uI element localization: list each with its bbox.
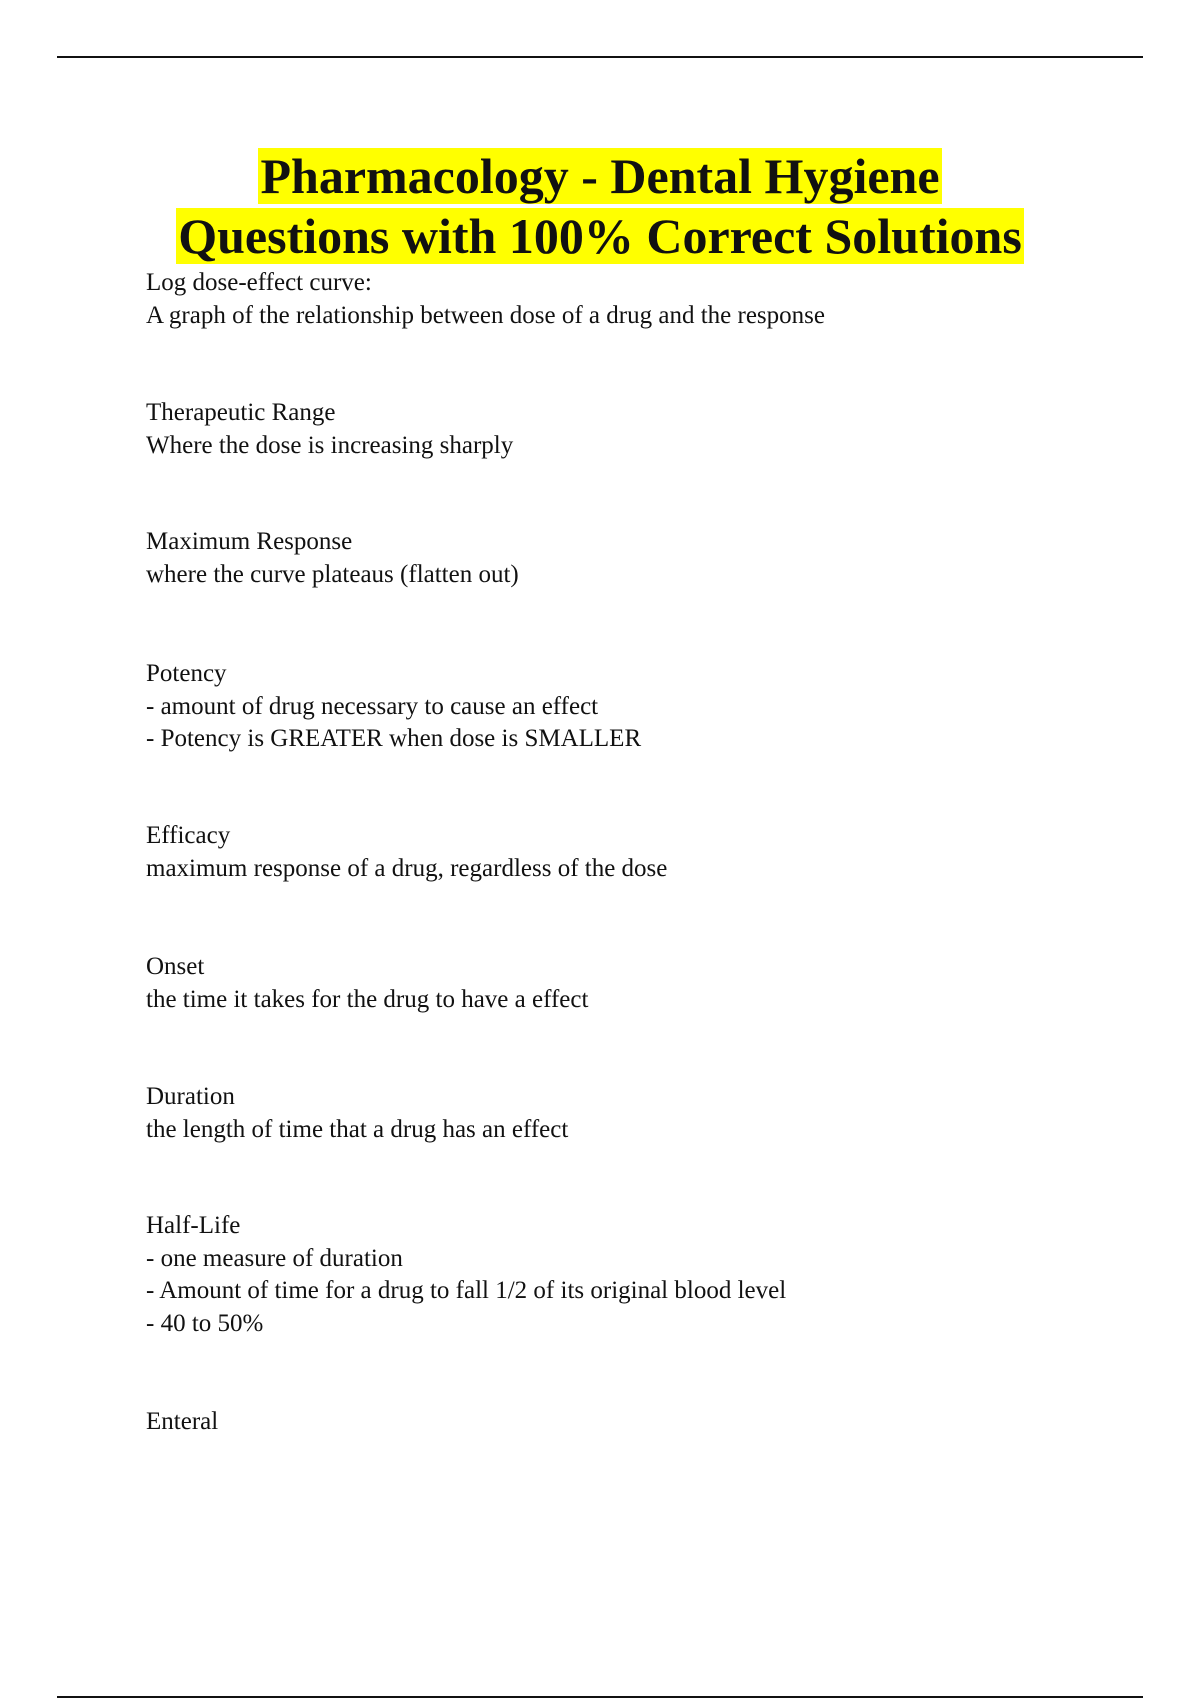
- entry-definition-line: the time it takes for the drug to have a effect: [146, 985, 589, 1013]
- bottom-rule: [57, 1696, 1143, 1698]
- entry-definition-line: - Potency is GREATER when dose is SMALLER: [146, 725, 642, 752]
- entry: [146, 526, 519, 591]
- entry-term: Maximum Response: [146, 528, 353, 555]
- entry: [146, 397, 513, 462]
- entry-term: Half-Life: [146, 1212, 241, 1239]
- title-line-1: Pharmacology - Dental Hygiene: [260, 148, 940, 204]
- entry-definition-line: maximum response of a drug, regardless of the dose: [146, 854, 668, 882]
- entry-term: Efficacy: [146, 822, 231, 849]
- top-rule: [57, 56, 1143, 58]
- entry: [146, 1081, 568, 1146]
- entry-term: Onset: [146, 953, 205, 980]
- entry-definition-line: Where the dose is increasing sharply: [146, 431, 514, 459]
- entry-definition-line: - one measure of duration: [146, 1244, 403, 1272]
- entry-definition-line: - 40 to 50%: [146, 1309, 264, 1337]
- entry-definition-line: - Amount of time for a drug to fall 1/2 of its original blood level: [146, 1277, 787, 1304]
- title-line-2: Questions with 100% Correct Solutions: [178, 208, 1022, 264]
- entry-definition-line: A graph of the relationship between dose of a drug and the response: [146, 301, 825, 329]
- entry-term: Potency: [146, 660, 227, 687]
- entry-definition-line: - amount of drug necessary to cause an effect: [146, 692, 599, 720]
- entry-term: Log dose-effect curve:: [146, 269, 372, 296]
- entry-term: Enteral: [146, 1408, 219, 1435]
- entry-term: Therapeutic Range: [146, 399, 336, 426]
- entry-definition-line: the length of time that a drug has an effect: [146, 1115, 569, 1143]
- entry: [146, 951, 588, 1016]
- entry: [146, 267, 825, 332]
- entry-term: Duration: [146, 1083, 235, 1110]
- entry: [146, 1406, 218, 1439]
- entry: [146, 820, 667, 885]
- document-title: [0, 146, 1200, 266]
- entry: [146, 1210, 786, 1340]
- entry: [146, 658, 641, 756]
- entry-definition-line: where the curve plateaus (flatten out): [146, 560, 519, 588]
